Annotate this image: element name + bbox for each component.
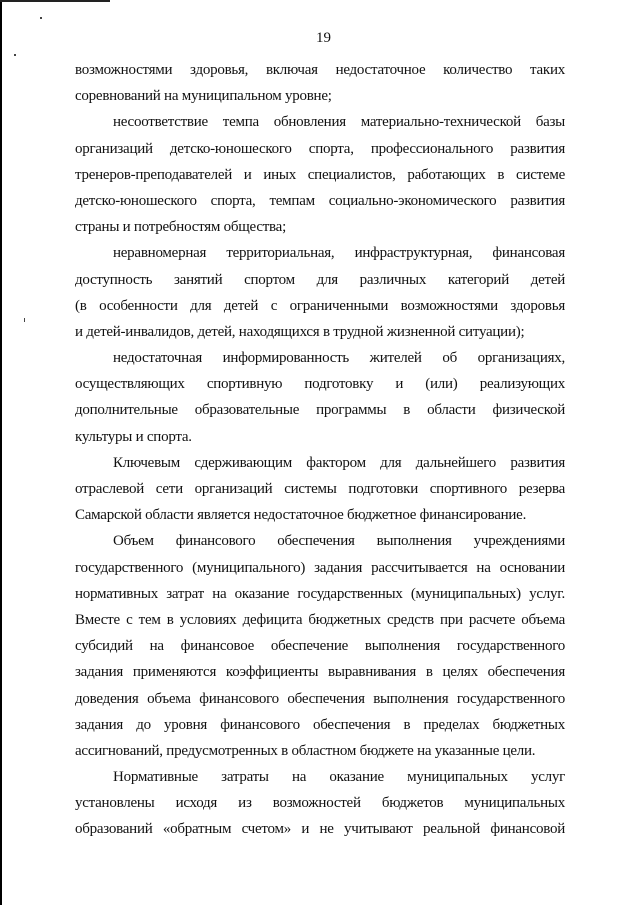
text-line: субсидий на финансовое обеспечение выполнения государственного bbox=[75, 638, 565, 655]
text-line: несоответствие темпа обновления материально-технической базы bbox=[113, 114, 565, 131]
text-line: нормативных затрат на оказание государственных (муниципальных) услуг. bbox=[75, 585, 565, 602]
text-line: дополнительные образовательные программы в области физической bbox=[75, 402, 565, 419]
text-line: образований «обратным счетом» и не учитывают реальной финансовой bbox=[75, 821, 565, 838]
scan-edge-left bbox=[0, 0, 2, 905]
text-line: Нормативные затраты на оказание муниципальных услуг bbox=[113, 769, 565, 786]
document-body bbox=[75, 57, 565, 843]
scan-edge-top bbox=[0, 0, 110, 2]
text-line: Ключевым сдерживающим фактором для дальнейшего развития bbox=[113, 454, 565, 471]
page-number: 19 bbox=[316, 30, 331, 46]
scan-speck bbox=[40, 17, 42, 19]
text-line: и детей-инвалидов, детей, находящихся в трудной жизненной ситуации); bbox=[75, 323, 525, 340]
text-line: неравномерная территориальная, инфраструктурная, финансовая bbox=[113, 245, 565, 262]
text-line: детско-юношеского спорта, темпам социально-экономического развития bbox=[75, 192, 565, 209]
text-line: доведения объема финансового обеспечения выполнения государственного bbox=[75, 690, 565, 707]
text-line: осуществляющих спортивную подготовку и (или) реализующих bbox=[75, 376, 565, 393]
text-line: возможностями здоровья, включая недостаточное количество таких bbox=[75, 62, 565, 78]
text-line: культуры и спорта. bbox=[75, 428, 192, 445]
text-line: организаций детско-юношеского спорта, профессионального развития bbox=[75, 140, 565, 157]
text-line: установлены исходя из возможностей бюджетов муниципальных bbox=[75, 795, 565, 812]
text-line: задания применяются коэффициенты выравнивания в целях обеспечения bbox=[75, 664, 565, 681]
text-line: доступность занятий спортом для различных категорий детей bbox=[75, 271, 565, 288]
text-line: страны и потребностям общества; bbox=[75, 219, 286, 236]
text-line: Вместе с тем в условиях дефицита бюджетных средств при расчете объема bbox=[75, 611, 565, 628]
text-line: Объем финансового обеспечения выполнения учреждениями bbox=[113, 533, 565, 550]
scan-speck bbox=[24, 318, 25, 322]
scan-speck bbox=[14, 54, 16, 56]
text-line: ассигнований, предусмотренных в областном бюджете на указанные цели. bbox=[75, 742, 536, 759]
text-line: задания до уровня финансового обеспечения в пределах бюджетных bbox=[75, 716, 565, 733]
text-line: соревнований на муниципальном уровне; bbox=[75, 88, 332, 105]
text-line: отраслевой сети организаций системы подготовки спортивного резерва bbox=[75, 481, 565, 497]
text-line: недостаточная информированность жителей об организациях, bbox=[113, 350, 565, 367]
text-line: Самарской области является недостаточное бюджетное финансирование. bbox=[75, 507, 527, 524]
text-line: тренеров-преподавателей и иных специалистов, работающих в системе bbox=[75, 166, 565, 183]
text-line: (в особенности для детей с ограниченными возможностями здоровья bbox=[75, 297, 565, 314]
text-line: государственного (муниципального) задания рассчитывается на основании bbox=[75, 559, 565, 576]
